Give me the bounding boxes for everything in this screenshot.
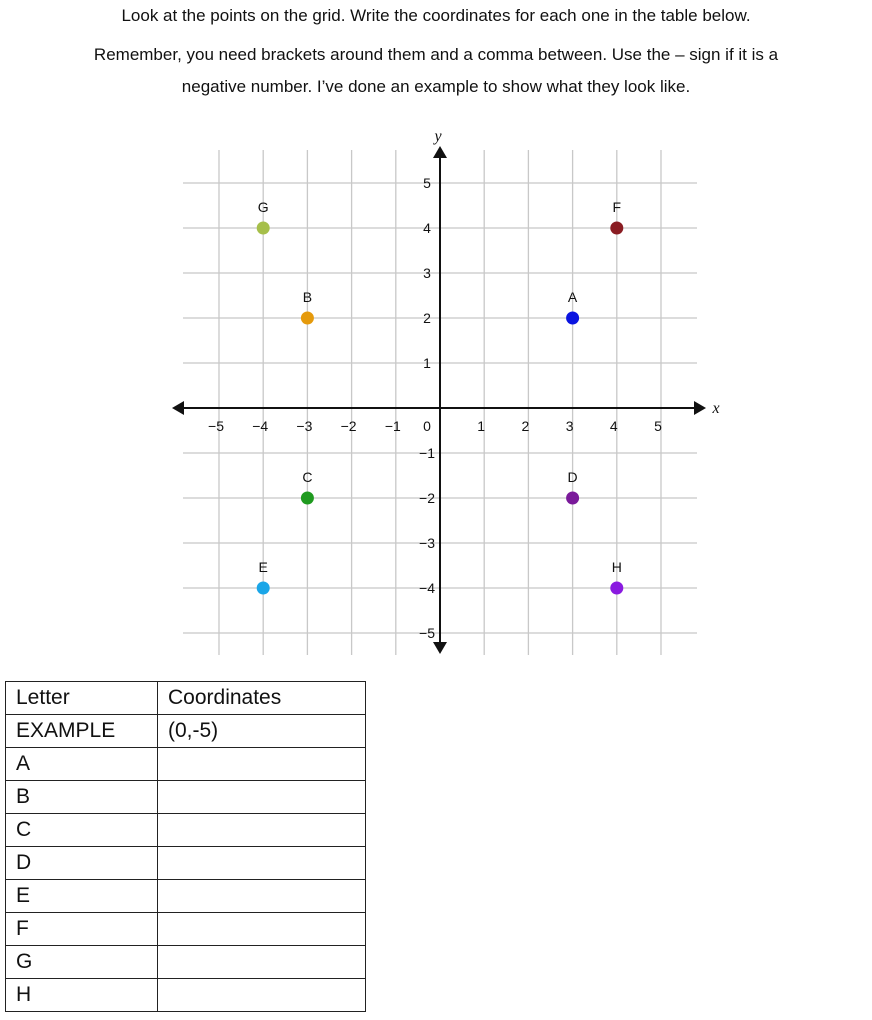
y-tick-label: −2 xyxy=(419,490,435,506)
table-row xyxy=(6,781,366,814)
letter-cell: B xyxy=(6,781,158,814)
coordinates-cell[interactable] xyxy=(158,913,366,946)
x-tick-label: 3 xyxy=(565,418,574,434)
point-c xyxy=(301,492,314,505)
coordinates-cell: (0,-5) xyxy=(158,715,366,748)
x-tick-label: 1 xyxy=(477,418,486,434)
instruction-line-3: negative number. I’ve done an example to show what they look like. xyxy=(181,77,691,96)
x-axis-left-arrow xyxy=(172,401,184,415)
x-axis-label: x xyxy=(712,400,720,417)
y-tick-label: −3 xyxy=(419,535,435,551)
y-tick-label: −1 xyxy=(419,445,435,461)
letter-cell: C xyxy=(6,814,158,847)
letter-cell: F xyxy=(6,913,158,946)
table-row xyxy=(6,847,366,880)
coordinates-cell[interactable] xyxy=(158,946,366,979)
coordinates-cell[interactable] xyxy=(158,880,366,913)
coordinates-cell[interactable] xyxy=(158,781,366,814)
x-tick-label: −1 xyxy=(384,418,401,434)
table-row xyxy=(6,814,366,847)
coordinates-cell[interactable] xyxy=(158,979,366,1012)
x-tick-label: 5 xyxy=(654,418,662,434)
y-axis-up-arrow xyxy=(433,146,447,158)
y-tick-label: 4 xyxy=(423,220,431,236)
table-row xyxy=(6,946,366,979)
instruction-line-1: Look at the points on the grid. Write the coordinates for each one in the table below. xyxy=(121,6,751,25)
y-axis-down-arrow xyxy=(433,642,447,654)
point-g xyxy=(257,222,270,235)
x-tick-label: 2 xyxy=(521,418,530,434)
y-tick-label: 1 xyxy=(423,355,431,371)
x-tick-label: −3 xyxy=(296,418,313,434)
point-d xyxy=(566,492,579,505)
y-tick-label: −5 xyxy=(419,625,435,641)
table-row xyxy=(6,715,366,748)
point-label-h: H xyxy=(611,559,622,575)
point-b xyxy=(301,312,314,325)
table-row xyxy=(6,979,366,1012)
point-label-e: E xyxy=(258,559,268,575)
x-tick-label: −4 xyxy=(252,418,269,434)
point-label-d: D xyxy=(567,469,578,485)
y-tick-label: −4 xyxy=(419,580,435,596)
x-tick-label: 4 xyxy=(609,418,618,434)
x-tick-label: −2 xyxy=(340,418,357,434)
x-tick-label: −5 xyxy=(208,418,224,434)
point-label-g: G xyxy=(257,199,269,215)
point-label-b: B xyxy=(302,289,313,305)
point-a xyxy=(566,312,579,325)
point-f xyxy=(610,222,623,235)
y-axis-label: y xyxy=(434,128,442,145)
point-label-c: C xyxy=(302,469,313,485)
letter-cell: EXAMPLE xyxy=(6,715,158,748)
letter-cell: D xyxy=(6,847,158,880)
answer-table xyxy=(5,681,366,1012)
point-label-f: F xyxy=(612,199,622,215)
letter-cell: A xyxy=(6,748,158,781)
table-row xyxy=(6,880,366,913)
y-tick-label: 5 xyxy=(423,175,431,191)
table-row xyxy=(6,913,366,946)
coordinates-cell: Coordinates xyxy=(158,682,366,715)
point-h xyxy=(610,582,623,595)
table-header-row xyxy=(6,682,366,715)
table-row xyxy=(6,748,366,781)
x-tick-label: 0 xyxy=(423,418,431,434)
y-tick-label: 2 xyxy=(423,310,431,326)
coordinates-cell[interactable] xyxy=(158,748,366,781)
coordinates-cell[interactable] xyxy=(158,847,366,880)
letter-cell: E xyxy=(6,880,158,913)
coordinates-cell[interactable] xyxy=(158,814,366,847)
instruction-line-2: Remember, you need brackets around them and a comma between. Use the – sign if it is a xyxy=(93,45,779,64)
point-label-a: A xyxy=(567,289,578,305)
point-e xyxy=(257,582,270,595)
y-tick-label: 3 xyxy=(423,265,431,281)
letter-cell: G xyxy=(6,946,158,979)
x-axis-right-arrow xyxy=(694,401,706,415)
letter-cell: H xyxy=(6,979,158,1012)
letter-cell: Letter xyxy=(6,682,158,715)
